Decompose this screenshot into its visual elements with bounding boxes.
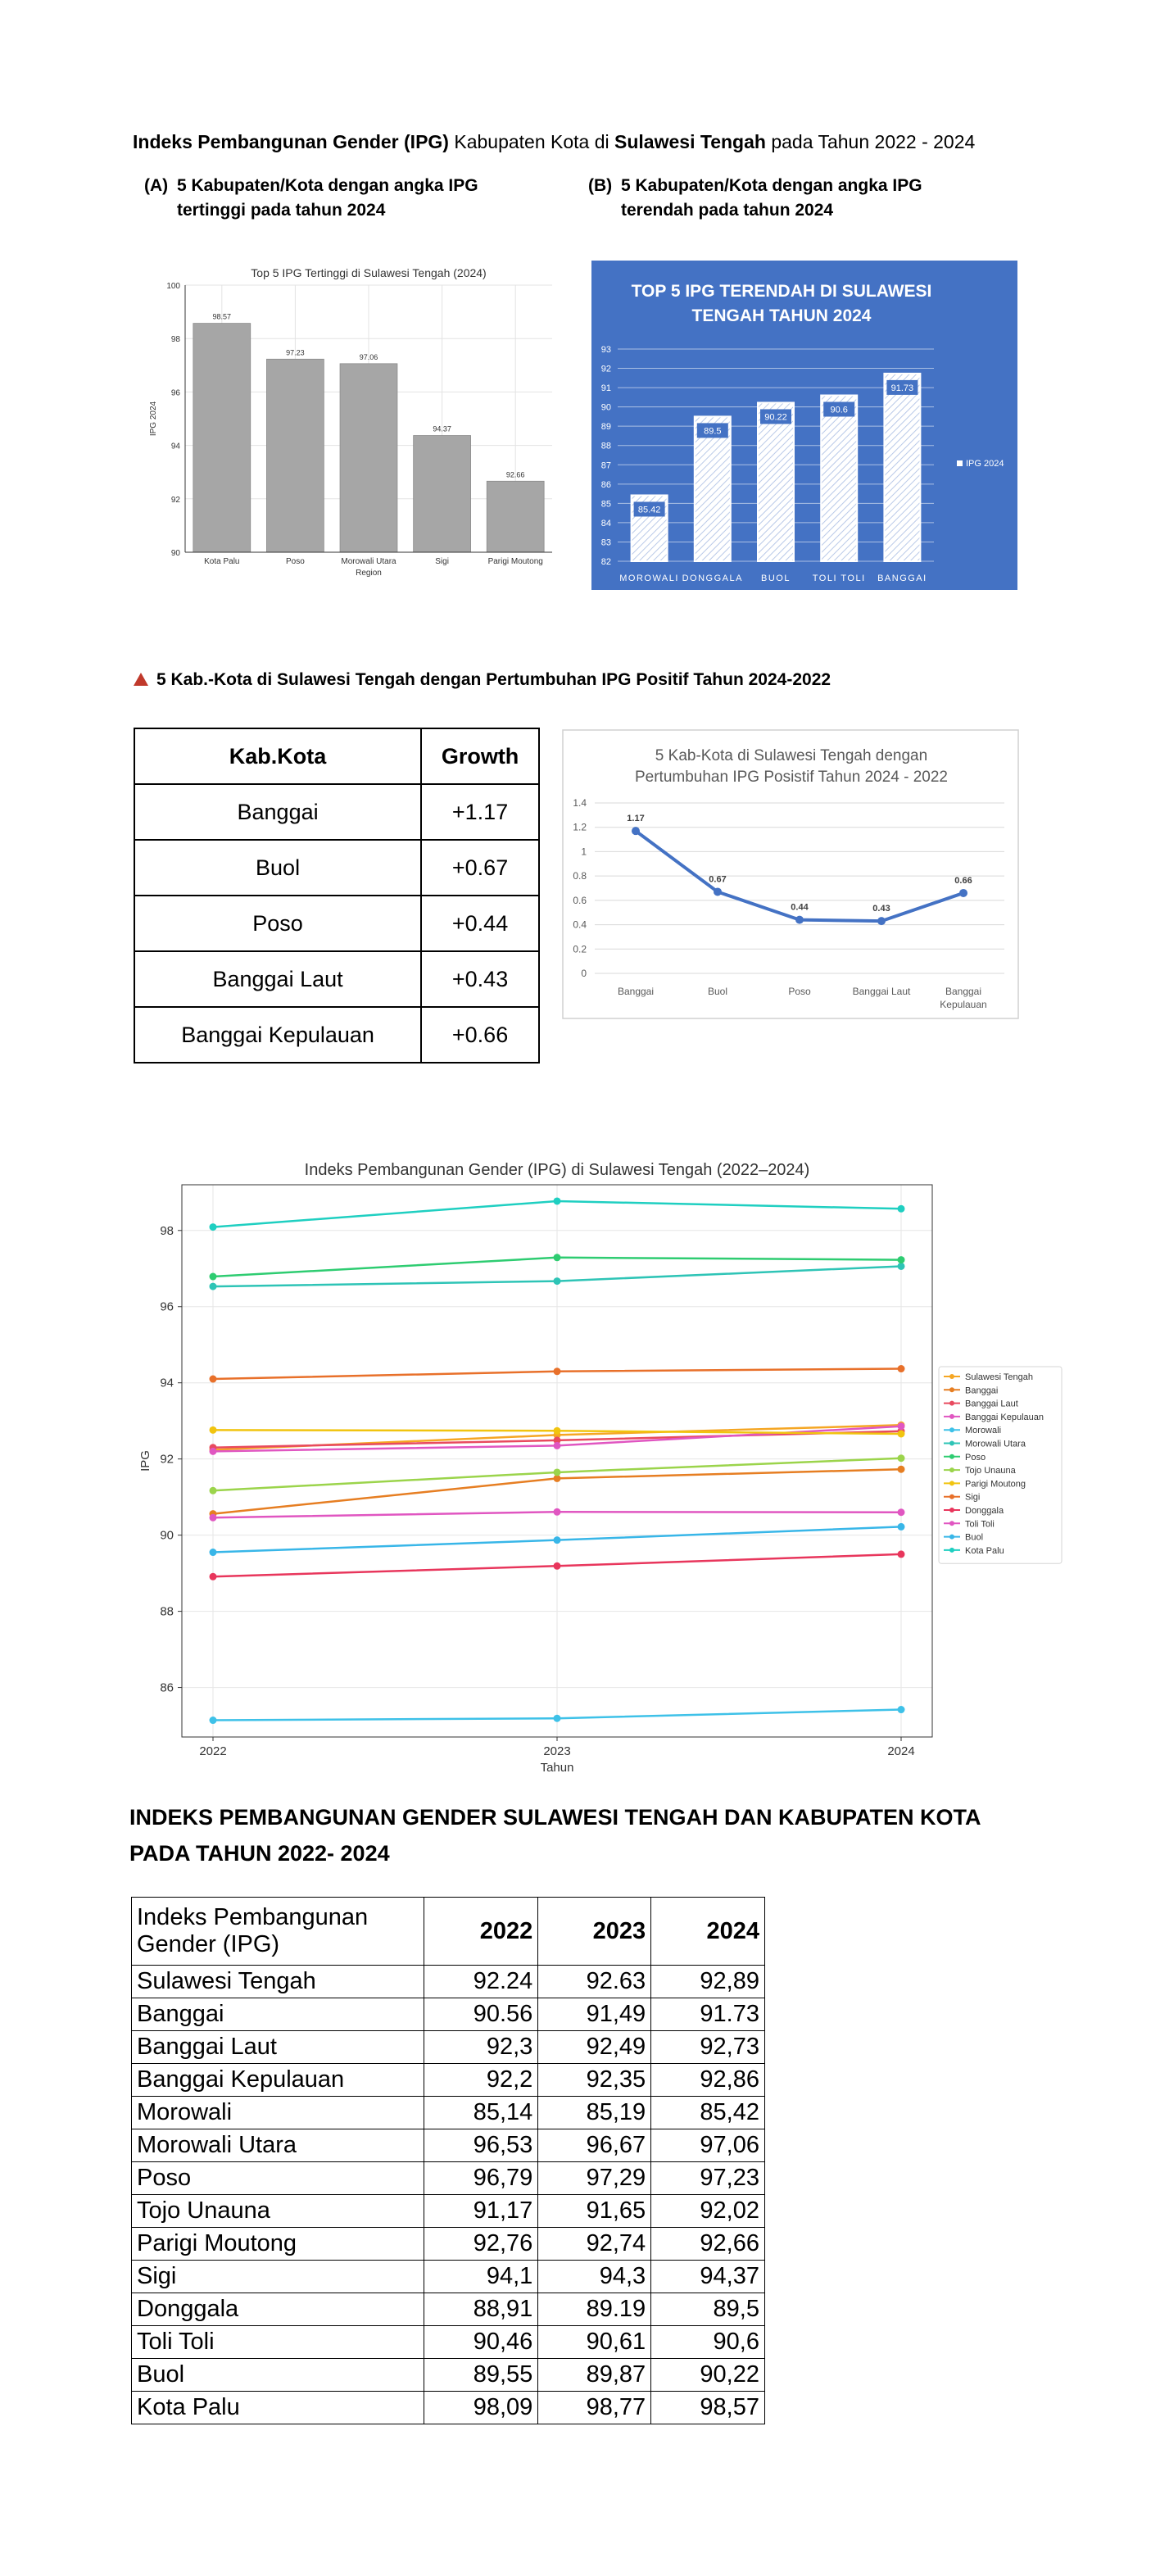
bar	[695, 416, 731, 561]
x-tick-label: Banggai Laut	[852, 986, 911, 997]
data-label: 98.57	[212, 312, 232, 321]
x-tick-label: Sigi	[435, 557, 449, 566]
table-row	[132, 2129, 765, 2162]
x-tick-label: Parigi Moutong	[487, 557, 543, 566]
legend-label: Morowali	[965, 1426, 1002, 1436]
y-axis-label: IPG 2024	[149, 401, 158, 437]
chart-subtitle: Pertumbuhan IPG Posistif Tahun 2024 - 2022	[634, 769, 949, 786]
table-row	[132, 2064, 765, 2097]
cell-value: 92,02	[651, 2195, 765, 2228]
x-tick-label: BANGGAI	[877, 574, 927, 583]
cell-value: 85,14	[424, 2097, 538, 2129]
legend-marker	[949, 1414, 954, 1419]
data-label: 0.66	[954, 875, 972, 886]
cell-value: 97,23	[651, 2162, 765, 2195]
legend-label: Buol	[965, 1532, 984, 1543]
cell-value: 90,22	[651, 2359, 765, 2392]
cell-value: 92,73	[651, 2031, 765, 2064]
y-tick-label: 92	[160, 1452, 174, 1467]
cell-value: 92,76	[424, 2228, 538, 2261]
legend-marker	[949, 1494, 954, 1499]
cell-region: Banggai	[132, 1998, 424, 2031]
cell-value: 98,09	[424, 2392, 538, 2424]
legend-label: Sigi	[965, 1492, 981, 1503]
cell-value: 96,67	[538, 2129, 651, 2162]
ipg-table	[131, 1897, 765, 2424]
cell-value: 91.73	[651, 1998, 765, 2031]
table-row	[132, 2293, 765, 2326]
cell-growth: +0.43	[421, 951, 539, 1007]
x-tick-label: DONGGALA	[682, 574, 743, 583]
data-point	[898, 1706, 905, 1713]
cell-region: Sigi	[132, 2261, 424, 2293]
bar	[821, 396, 857, 561]
data-point	[959, 889, 967, 897]
data-point	[554, 1562, 561, 1570]
data-point	[554, 1367, 561, 1375]
data-point	[898, 1508, 905, 1516]
table-row	[132, 1966, 765, 1998]
cell-value: 85,19	[538, 2097, 651, 2129]
y-axis-label: IPG	[138, 1450, 152, 1472]
cell-region: Banggai	[134, 784, 421, 840]
cell-region: Banggai Kepulauan	[134, 1007, 421, 1063]
data-point	[554, 1715, 561, 1722]
data-point	[210, 1283, 217, 1290]
y-tick-label: 86	[160, 1680, 174, 1695]
data-label: 91.73	[890, 383, 914, 393]
table-row	[132, 2097, 765, 2129]
x-tick-label: Kota Palu	[204, 557, 240, 566]
cell-region: Tojo Unauna	[132, 2195, 424, 2228]
chart-subtitle: TENGAH TAHUN 2024	[691, 306, 872, 325]
y-tick-label: 86	[600, 479, 611, 490]
data-point	[898, 1205, 905, 1213]
cell-region: Poso	[134, 896, 421, 951]
cell-value: 92.63	[538, 1966, 651, 1998]
data-label: 97.06	[359, 352, 378, 361]
table-row	[134, 951, 539, 1007]
cell-value: 94,3	[538, 2261, 651, 2293]
data-point	[898, 1422, 905, 1430]
growth-line-chart	[562, 729, 1021, 1021]
y-tick-label: 90	[600, 402, 611, 413]
y-tick-label: 82	[600, 557, 611, 567]
cell-region: Toli Toli	[132, 2326, 424, 2359]
header-growth: Growth	[421, 728, 539, 784]
top5-lowest-bar-chart	[591, 261, 1017, 590]
legend-label: Kota Palu	[965, 1545, 1004, 1556]
data-point	[632, 827, 640, 835]
chart-title: Top 5 IPG Tertinggi di Sulawesi Tengah (2024)	[251, 266, 487, 279]
data-point	[554, 1197, 561, 1204]
cell-region: Buol	[134, 840, 421, 896]
legend-marker	[949, 1374, 954, 1379]
table-row	[134, 784, 539, 840]
table-row	[134, 896, 539, 951]
data-point	[554, 1254, 561, 1261]
x-tick-label: Banggai	[617, 986, 655, 997]
table-row	[132, 2261, 765, 2293]
cell-value: 92,89	[651, 1966, 765, 1998]
cell-value: 89,87	[538, 2359, 651, 2392]
header-ipg: Indeks Pembangunan Gender (IPG)	[132, 1898, 424, 1966]
section-b-heading: (B) 5 Kabupaten/Kota dengan angka IPG terendah pada tahun 2024	[588, 176, 922, 220]
cell-growth: +1.17	[421, 784, 539, 840]
cell-value: 97,06	[651, 2129, 765, 2162]
data-point	[554, 1277, 561, 1285]
bar	[414, 436, 471, 552]
table-header-row	[134, 728, 539, 784]
data-point	[898, 1454, 905, 1462]
y-tick-label: 96	[170, 388, 180, 398]
cell-value: 90,61	[538, 2326, 651, 2359]
cell-region: Morowali	[132, 2097, 424, 2129]
legend-marker	[949, 1535, 954, 1540]
table-row	[132, 2359, 765, 2392]
y-tick-label: 83	[600, 537, 611, 548]
cell-region: Morowali Utara	[132, 2129, 424, 2162]
cell-value: 88,91	[424, 2293, 538, 2326]
table-row	[132, 2031, 765, 2064]
data-label: 0.43	[872, 904, 890, 914]
data-label: 89.5	[704, 426, 722, 437]
x-tick-label: MOROWALI	[619, 574, 679, 583]
header-year: 2023	[538, 1898, 651, 1966]
cell-region: Sulawesi Tengah	[132, 1966, 424, 1998]
y-tick-label: 92	[170, 495, 180, 505]
top5-highest-bar-chart	[138, 261, 564, 585]
cell-value: 90,6	[651, 2326, 765, 2359]
legend-marker	[949, 1481, 954, 1485]
legend-label: Tojo Unauna	[965, 1466, 1016, 1476]
cell-value: 91,49	[538, 1998, 651, 2031]
data-point	[554, 1442, 561, 1449]
cell-value: 94,37	[651, 2261, 765, 2293]
bar	[266, 359, 324, 552]
data-point	[210, 1514, 217, 1522]
y-tick-label: 87	[600, 460, 611, 471]
x-tick-label: Morowali Utara	[341, 557, 396, 566]
ipg-trend-line-chart	[131, 1157, 1073, 1781]
legend-label: Banggai Kepulauan	[965, 1412, 1044, 1422]
section-a-heading: (A) 5 Kabupaten/Kota dengan angka IPG tertinggi pada tahun 2024	[144, 176, 478, 220]
legend-marker	[949, 1454, 954, 1459]
bar	[487, 481, 544, 552]
legend-marker	[949, 1401, 954, 1406]
data-point	[554, 1427, 561, 1435]
y-tick-label: 98	[170, 335, 180, 345]
page-title: Indeks Pembangunan Gender (IPG) Kabupaten Kota di Sulawesi Tengah pada Tahun 2022 - 2024	[133, 131, 976, 152]
data-point	[210, 1426, 217, 1434]
data-point	[898, 1256, 905, 1263]
legend-marker	[949, 1521, 954, 1526]
header-year: 2022	[424, 1898, 538, 1966]
x-tick-label: 2024	[887, 1744, 915, 1758]
cell-value: 98,57	[651, 2392, 765, 2424]
data-point	[554, 1536, 561, 1544]
growth-table	[134, 728, 540, 1064]
x-tick-label: Banggai	[945, 986, 982, 997]
bar	[340, 364, 397, 552]
y-tick-label: 0.4	[573, 918, 587, 931]
triangle-up-icon	[134, 673, 148, 686]
table-row	[134, 840, 539, 896]
cell-value: 89,5	[651, 2293, 765, 2326]
y-tick-label: 92	[600, 364, 611, 374]
cell-value: 92,35	[538, 2064, 651, 2097]
data-label: 92.66	[505, 470, 525, 479]
legend-label: Parigi Moutong	[965, 1479, 1026, 1490]
legend-label: Donggala	[965, 1506, 1004, 1516]
ipg-table-title: INDEKS PEMBANGUNAN GENDER SULAWESI TENGAH DAN KABUPATEN KOTA PADA TAHUN 2022- 2024	[129, 1805, 981, 1866]
y-tick-label: 1	[581, 846, 587, 858]
legend-frame	[939, 1367, 1062, 1563]
cell-value: 90.56	[424, 1998, 538, 2031]
legend-marker	[949, 1387, 954, 1392]
y-tick-label: 96	[160, 1299, 174, 1314]
y-tick-label: 0	[581, 968, 587, 979]
y-tick-label: 94	[160, 1376, 174, 1390]
legend-marker	[949, 1467, 954, 1472]
data-label: 0.67	[709, 874, 727, 885]
data-label: 1.17	[627, 814, 645, 824]
y-tick-label: 85	[600, 499, 611, 510]
cell-growth: +0.44	[421, 896, 539, 951]
data-point	[898, 1523, 905, 1531]
chart-title: 5 Kab-Kota di Sulawesi Tengah dengan	[655, 747, 928, 764]
data-point	[210, 1717, 217, 1724]
legend-marker	[949, 1427, 954, 1432]
data-point	[714, 887, 722, 896]
data-label: 97.23	[286, 348, 305, 357]
data-point	[898, 1466, 905, 1473]
table-header-row	[132, 1898, 765, 1966]
legend-label: Morowali Utara	[965, 1439, 1026, 1449]
y-tick-label: 90	[160, 1528, 174, 1543]
x-tick-label: 2022	[199, 1744, 227, 1758]
legend-label: Banggai	[965, 1386, 999, 1396]
cell-value: 92,3	[424, 2031, 538, 2064]
data-point	[210, 1223, 217, 1231]
data-point	[898, 1430, 905, 1437]
y-tick-label: 0.6	[573, 894, 587, 906]
data-point	[877, 917, 886, 925]
cell-growth: +0.67	[421, 840, 539, 896]
chart-title: TOP 5 IPG TERENDAH DI SULAWESI	[631, 282, 932, 301]
chart-title: Indeks Pembangunan Gender (IPG) di Sulawesi Tengah (2022–2024)	[304, 1161, 810, 1179]
data-label: 85.42	[637, 505, 661, 515]
legend-label: Poso	[965, 1452, 986, 1463]
cell-value: 92,49	[538, 2031, 651, 2064]
y-tick-label: 98	[160, 1223, 174, 1238]
y-tick-label: 89	[600, 422, 611, 433]
cell-region: Kota Palu	[132, 2392, 424, 2424]
cell-value: 92,66	[651, 2228, 765, 2261]
cell-value: 96,53	[424, 2129, 538, 2162]
bar	[193, 324, 251, 552]
table-row	[132, 2162, 765, 2195]
cell-value: 96,79	[424, 2162, 538, 2195]
data-point	[210, 1549, 217, 1556]
bar	[758, 402, 794, 561]
y-tick-label: 0.2	[573, 943, 587, 955]
table-row	[132, 2228, 765, 2261]
data-point	[210, 1573, 217, 1581]
cell-region: Banggai Laut	[134, 951, 421, 1007]
cell-growth: +0.66	[421, 1007, 539, 1063]
data-point	[554, 1508, 561, 1516]
cell-value: 85,42	[651, 2097, 765, 2129]
y-tick-label: 88	[600, 441, 611, 451]
cell-region: Buol	[132, 2359, 424, 2392]
y-tick-label: 93	[600, 345, 611, 355]
x-tick-label: TOLI TOLI	[812, 574, 866, 583]
cell-region: Poso	[132, 2162, 424, 2195]
cell-value: 92.24	[424, 1966, 538, 1998]
data-point	[210, 1448, 217, 1455]
cell-value: 91,17	[424, 2195, 538, 2228]
header-year: 2024	[651, 1898, 765, 1966]
cell-value: 89,55	[424, 2359, 538, 2392]
x-tick-label: Poso	[788, 986, 811, 997]
cell-value: 91,65	[538, 2195, 651, 2228]
table-row	[134, 1007, 539, 1063]
data-point	[210, 1376, 217, 1383]
legend-label: Sulawesi Tengah	[965, 1372, 1033, 1382]
cell-value: 90,46	[424, 2326, 538, 2359]
x-axis-label: Tahun	[540, 1761, 574, 1775]
data-point	[898, 1365, 905, 1372]
y-tick-label: 100	[166, 282, 180, 291]
cell-value: 98,77	[538, 2392, 651, 2424]
legend-label: Banggai Laut	[965, 1399, 1018, 1409]
data-label: 94.37	[433, 424, 451, 433]
x-tick-label: Buol	[707, 986, 728, 997]
legend-label: IPG 2024	[966, 459, 1004, 469]
data-point	[795, 916, 804, 924]
cell-value: 92,74	[538, 2228, 651, 2261]
table-row	[132, 2392, 765, 2424]
x-tick-label: Kepulauan	[940, 999, 987, 1010]
y-tick-label: 0.8	[573, 870, 587, 882]
y-tick-label: 1.2	[573, 821, 587, 833]
cell-value: 97,29	[538, 2162, 651, 2195]
legend-label: Toli Toli	[965, 1519, 995, 1530]
y-tick-label: 94	[170, 442, 180, 451]
cell-region: Banggai Kepulauan	[132, 2064, 424, 2097]
x-axis-label: Region	[356, 569, 382, 578]
legend-marker	[949, 1508, 954, 1512]
data-point	[898, 1263, 905, 1270]
cell-value: 92,2	[424, 2064, 538, 2097]
y-tick-label: 91	[600, 383, 611, 394]
header-kab-kota: Kab.Kota	[134, 728, 421, 784]
x-tick-label: BUOL	[761, 574, 791, 583]
cell-value: 92,86	[651, 2064, 765, 2097]
y-tick-label: 84	[600, 518, 611, 528]
data-label: 0.44	[791, 902, 809, 913]
y-tick-label: 90	[170, 549, 180, 558]
data-point	[210, 1273, 217, 1281]
legend-swatch	[957, 460, 963, 466]
table-row	[132, 2326, 765, 2359]
data-point	[210, 1487, 217, 1494]
data-point	[554, 1468, 561, 1476]
x-tick-label: 2023	[543, 1744, 571, 1758]
cell-region: Donggala	[132, 2293, 424, 2326]
y-tick-label: 1.4	[573, 797, 587, 809]
cell-value: 89.19	[538, 2293, 651, 2326]
legend-marker	[949, 1441, 954, 1446]
table-row	[132, 2195, 765, 2228]
data-label: 90.22	[764, 412, 787, 423]
bar	[884, 374, 920, 561]
growth-heading: 5 Kab.-Kota di Sulawesi Tengah dengan Pertumbuhan IPG Positif Tahun 2024-2022	[134, 670, 831, 690]
x-tick-label: Poso	[286, 557, 305, 566]
legend-marker	[949, 1548, 954, 1553]
data-point	[898, 1550, 905, 1558]
table-row	[132, 1998, 765, 2031]
y-tick-label: 88	[160, 1604, 174, 1619]
data-label: 90.6	[830, 405, 848, 415]
cell-region: Banggai Laut	[132, 2031, 424, 2064]
cell-region: Parigi Moutong	[132, 2228, 424, 2261]
cell-value: 94,1	[424, 2261, 538, 2293]
